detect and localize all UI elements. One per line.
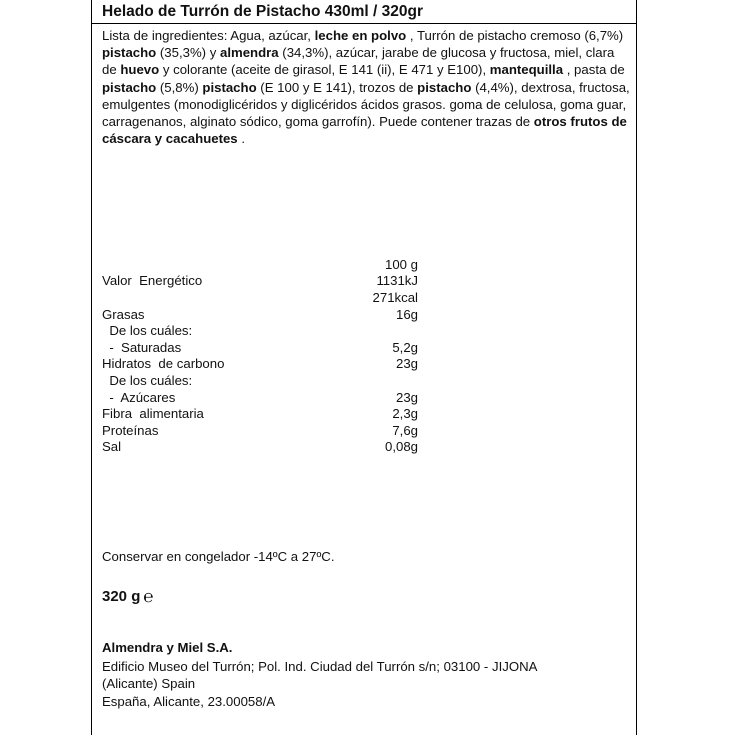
- nutrition-label: Valor Energético: [102, 273, 203, 288]
- nutrition-value: 5,2g: [392, 340, 418, 355]
- ingredient-text: (E 100 y E 141), trozos de: [256, 79, 418, 95]
- ingredient-text: (35,3%) y: [156, 45, 220, 61]
- nutrition-label: Sal: [102, 439, 122, 454]
- ingredient-text: y colorante (aceite de girasol, E 141 (ii), E 471 y E100),: [159, 62, 490, 78]
- address-line: España, Alicante, 23.00058/A: [102, 693, 276, 709]
- ingredient-text: Lista de ingredientes: Agua, azúcar,: [102, 28, 315, 43]
- allergen-highlight: pistacho: [417, 79, 472, 95]
- allergen-highlight: pistacho: [102, 79, 157, 95]
- nutrition-value: 0,08g: [384, 439, 418, 454]
- nutrition-value: 23g: [395, 356, 418, 371]
- ingredient-text: .: [237, 131, 245, 147]
- ingredient-text: , Turrón de pistacho cremoso (6,7%): [406, 28, 624, 43]
- net-quantity-value: 320 g: [102, 588, 141, 605]
- net-quantity: [102, 588, 154, 605]
- allergen-highlight: huevo: [120, 62, 160, 78]
- ingredient-text: (4,4%), dextrosa, fructosa, emulgentes (monodiglicéridos y diglicéridos ácidos grasos. goma de celulosa, goma guar, carragenanos, alginato sódico, goma garrofín). Puede contener trazas de: [102, 79, 630, 130]
- nutrition-label: De los cuáles:: [102, 323, 193, 338]
- allergen-highlight: pistacho: [102, 45, 157, 61]
- allergen-highlight: almendra: [220, 45, 279, 61]
- nutrition-value: 23g: [395, 390, 418, 405]
- nutrition-label: De los cuáles:: [102, 373, 193, 388]
- allergen-highlight: leche en polvo: [314, 28, 407, 43]
- nutrition-value: 7,6g: [392, 423, 418, 438]
- ingredient-text: , pasta de: [563, 62, 625, 78]
- address-line: (Alicante) Spain: [102, 676, 196, 692]
- nutrition-label: - Saturadas: [102, 340, 182, 355]
- nutrition-per-100g-header: 100 g: [384, 257, 418, 272]
- nutrition-label: - Azúcares: [102, 390, 176, 405]
- nutrition-value: 2,3g: [392, 406, 418, 421]
- nutrition-label: Hidratos de carbono: [102, 356, 225, 371]
- storage-instructions: Conservar en congelador -14ºC a 27ºC.: [102, 549, 335, 564]
- label-panel: [91, 0, 637, 735]
- nutrition-value: 1131kJ: [376, 273, 418, 288]
- estimated-sign-icon: ℮: [143, 587, 154, 606]
- allergen-highlight: mantequilla: [489, 62, 564, 78]
- ingredients-list: [102, 27, 632, 147]
- allergen-highlight: otros frutos de cáscara y cacahuetes: [102, 114, 627, 147]
- ingredient-text: (5,8%): [156, 79, 203, 95]
- product-title: Helado de Turrón de Pistacho 430ml / 320gr: [92, 0, 636, 24]
- nutrition-value: 271kcal: [372, 290, 418, 305]
- ingredient-text: (34,3%), azúcar, jarabe de glucosa y fructosa, miel, clara de: [102, 45, 615, 78]
- nutrition-label: Fibra alimentaria: [102, 406, 204, 421]
- nutrition-value: 16g: [395, 307, 418, 322]
- nutrition-label: Proteínas: [102, 423, 159, 438]
- address-line: Edificio Museo del Turrón; Pol. Ind. Ciudad del Turrón s/n; 03100 - JIJONA: [102, 659, 538, 674]
- company-name: Almendra y Miel S.A.: [102, 640, 233, 655]
- allergen-highlight: pistacho: [202, 79, 257, 95]
- nutrition-label: Grasas: [102, 307, 145, 322]
- company-address: [102, 658, 622, 710]
